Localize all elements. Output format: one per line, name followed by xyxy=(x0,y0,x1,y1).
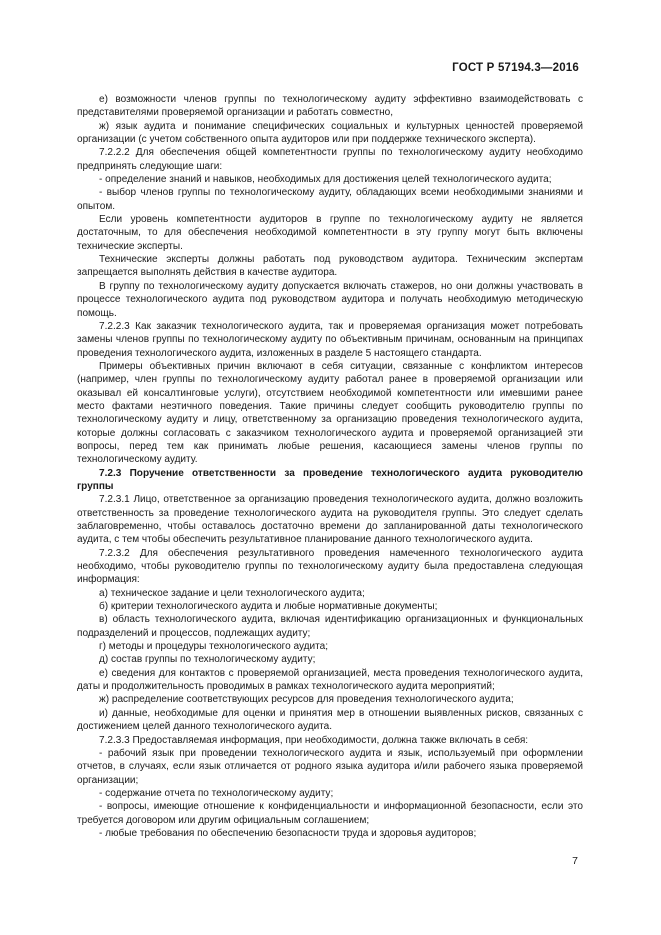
paragraph: Если уровень компетентности аудиторов в группе по технологическому аудиту не является достаточным, то для обеспечения необходимой компетентности в эту группу могут быть включены технические эксперты. xyxy=(77,214,583,252)
paragraph: е) сведения для контактов с проверяемой организацией, места проведения технологического аудита, даты и продолжительность проводимых в рамках технологического аудита мероприятий; xyxy=(77,667,583,693)
document-header: ГОСТ Р 57194.3—2016 xyxy=(452,62,579,74)
paragraph: а) техническое задание и цели технологического аудита; xyxy=(99,587,365,599)
paragraph: б) критерии технологического аудита и любые нормативные документы; xyxy=(99,601,438,613)
paragraph: 7.2.3.2 Для обеспечения результативного проведения намеченного технологического аудита необходимо, чтобы руководителю группы по технологическому аудиту была предоставлена следующая информация: xyxy=(77,547,583,586)
paragraph: - определение знаний и навыков, необходимых для достижения целей технологического аудита; xyxy=(99,174,552,186)
paragraph: д) состав группы по технологическому аудиту; xyxy=(99,654,316,666)
paragraph: В группу по технологическому аудиту допускается включать стажеров, но они должны участвовать в процессе технологического аудита под руководством аудитора и получать необходимую методическую помощь. xyxy=(77,280,583,319)
paragraph: Технические эксперты должны работать под руководством аудитора. Техническим экспертам запрещается выполнять действия в качестве аудитора. xyxy=(77,254,583,279)
paragraph: - любые требования по обеспечению безопасности труда и здоровья аудиторов; xyxy=(99,827,477,839)
paragraph: - вопросы, имеющие отношение к конфиденциальности и информационной безопасности, если это требуется договором или другим официальным соглашением; xyxy=(77,801,583,826)
paragraph: и) данные, необходимые для оценки и принятия мер в отношении выявленных рисков, связанных с достижением целей данного технологического аудита. xyxy=(77,707,583,733)
paragraph: 7.2.2.2 Для обеспечения общей компетентности группы по технологическому аудиту необходимо предпринять следующие шаги: xyxy=(77,147,583,172)
section-heading: 7.2.3 Поручение ответственности за проведение технологического аудита руководителю группы xyxy=(77,467,583,492)
paragraph: г) методы и процедуры технологического аудита; xyxy=(99,641,328,653)
paragraph: 7.2.2.3 Как заказчик технологического аудита, так и проверяемая организация может потребовать замены членов группы по технологическому аудиту по объективным причинам, основанным на принципах проведения технологического аудита, изложенных в разделе 5 настоящего стандарта. xyxy=(77,320,583,359)
page-number: 7 xyxy=(572,855,578,867)
paragraph: в) область технологического аудита, включая идентификацию организационных и функциональных подразделений и процессов, подлежащих аудиту; xyxy=(77,614,583,639)
paragraph: - выбор членов группы по технологическому аудиту, обладающих всеми необходимыми знаниями и опытом. xyxy=(77,187,583,212)
paragraph: ж) распределение соответствующих ресурсов для проведения технологического аудита; xyxy=(99,694,514,706)
paragraph: 7.2.3.3 Предоставляемая информация, при необходимости, должна также включать в себя: xyxy=(99,734,529,746)
paragraph: - содержание отчета по технологическому аудиту; xyxy=(99,787,334,799)
paragraph: е) возможности членов группы по технологическому аудиту эффективно взаимодействовать с представителями проверяемой организации и работать совместно, xyxy=(77,94,583,119)
paragraph: 7.2.3.1 Лицо, ответственное за организацию проведения технологического аудита, должно возложить ответственность за проведение технологического аудита на руководителя группы. Это следует сделать заблаговременно, чтобы оставалось достаточно времени до запланированной даты технологического аудита, с тем чтобы обеспечить результативное планирование данного технологического аудита. xyxy=(77,494,583,546)
document-body xyxy=(77,93,583,840)
paragraph: ж) язык аудита и понимание специфических социальных и культурных ценностей проверяемой организации (с учетом собственного опыта аудиторов или при поддержке технического эксперта). xyxy=(77,120,583,146)
paragraph: Примеры объективных причин включают в себя ситуации, связанные с конфликтом интересов (например, член группы по технологическому аудиту работал ранее в проверяемой организации или оказывал ей консалтинговые услуги), отсутствием необходимой компетентности или имевшими ранее место фактами неэтичного поведения. Такие причины следует сообщить руководителю группы по технологическому аудиту и лицу, ответственному за организацию проведения технологического аудита, которые должны согласовать с заказчиком технологического аудита и проверяемой организацией эти вопросы, перед тем как принимать любые решения, касающиеся замены членов группы по технологическому аудиту. xyxy=(77,360,583,466)
paragraph: - рабочий язык при проведении технологического аудита и язык, используемый при оформлении отчетов, в случаях, если язык отличается от родного языка аудитора и/или рабочего языка проверяемой организации; xyxy=(77,747,583,786)
